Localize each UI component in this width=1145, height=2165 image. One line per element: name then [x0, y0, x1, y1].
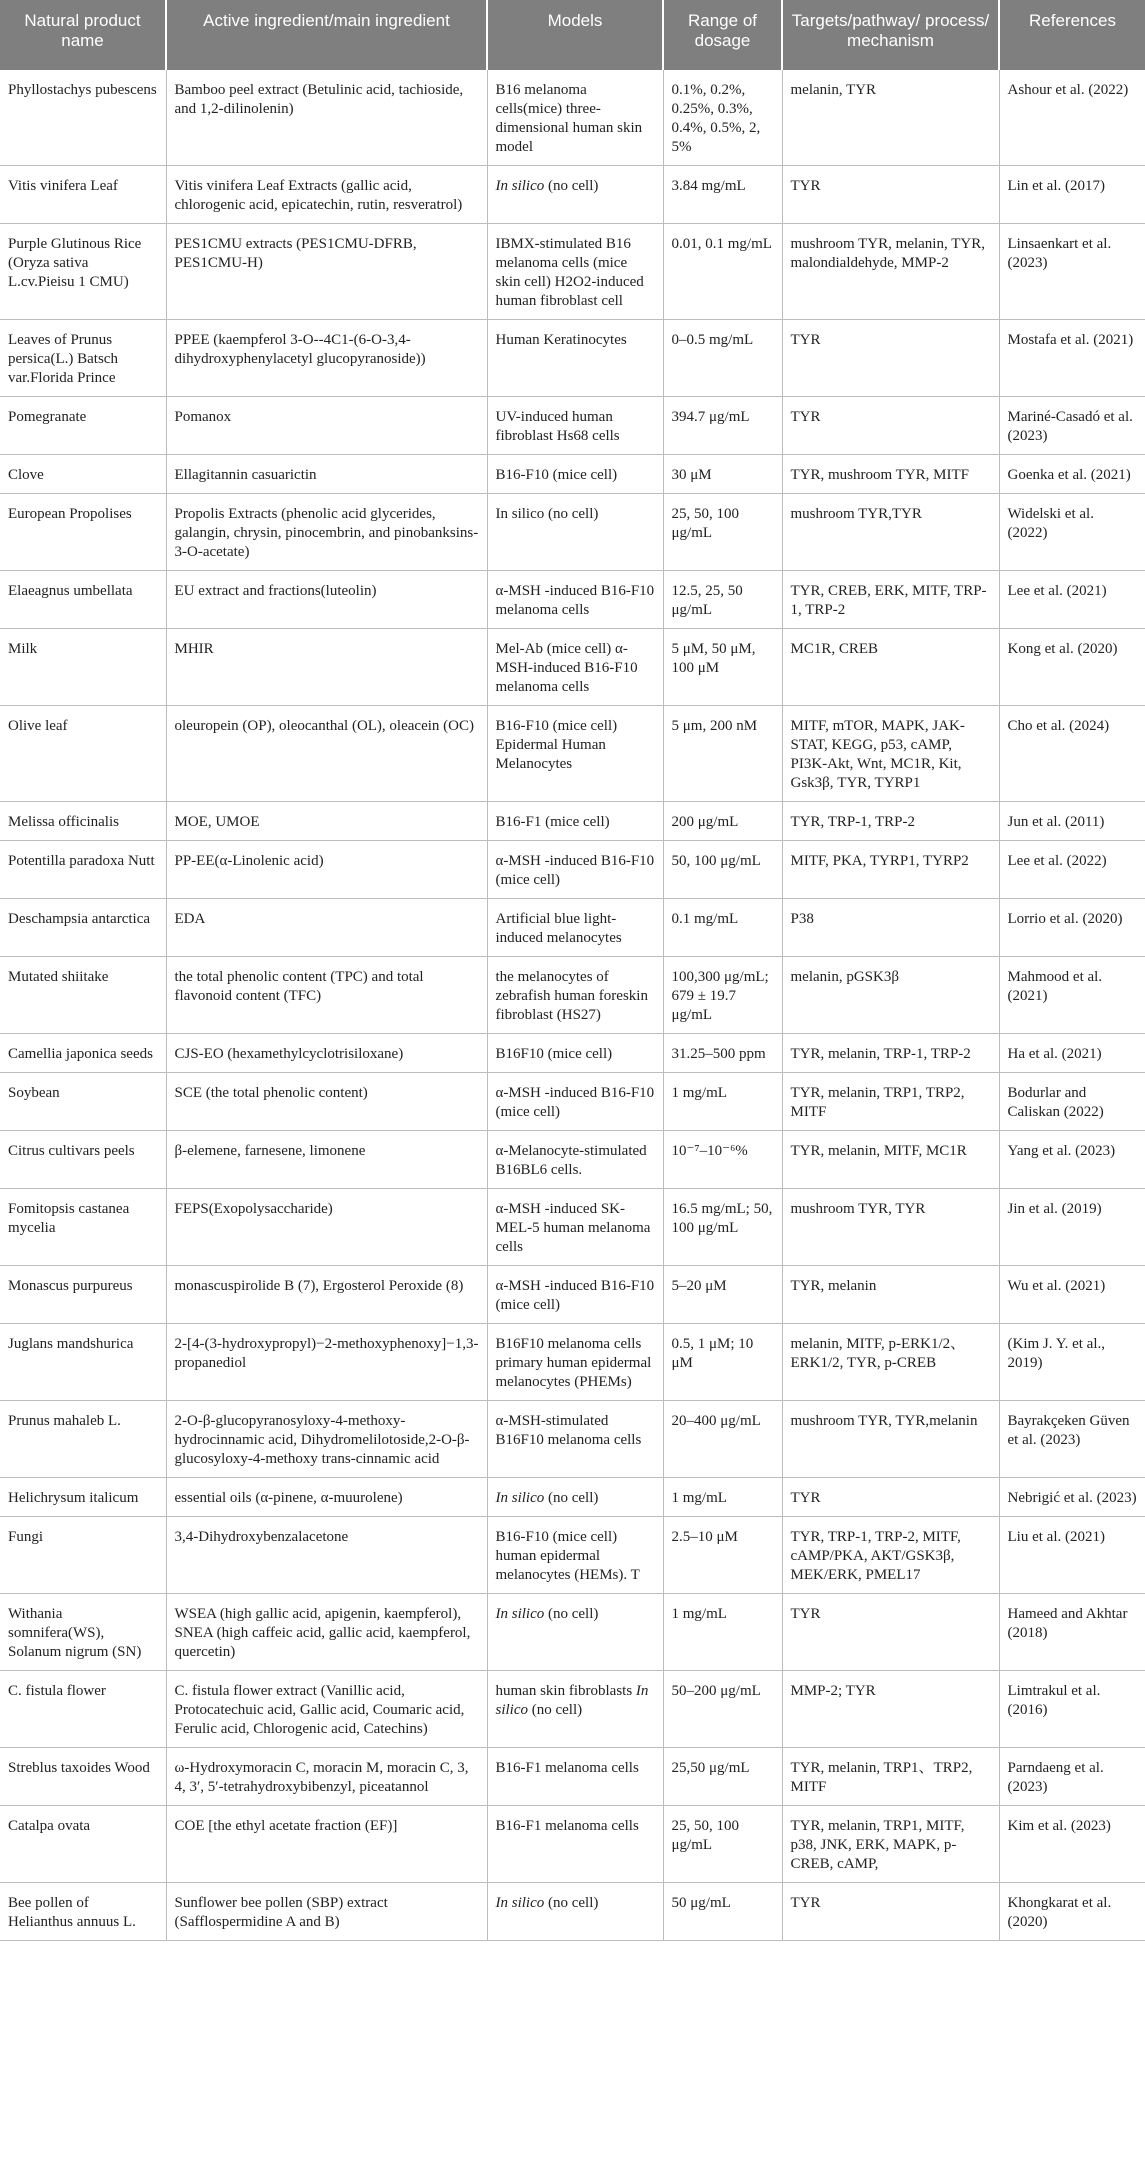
cell-natural-product: European Propolises [0, 494, 166, 571]
cell-dosage: 0–0.5 mg/mL [663, 320, 782, 397]
cell-dosage: 0.5, 1 μM; 10 μM [663, 1324, 782, 1401]
cell-dosage: 5 μM, 50 μM, 100 μM [663, 629, 782, 706]
cell-active-ingredient: PES1CMU extracts (PES1CMU-DFRB, PES1CMU-H) [166, 224, 487, 320]
cell-dosage: 0.01, 0.1 mg/mL [663, 224, 782, 320]
table-row [0, 1266, 1145, 1324]
table-row [0, 899, 1145, 957]
cell-natural-product: Olive leaf [0, 706, 166, 802]
cell-reference: Mostafa et al. (2021) [999, 320, 1145, 397]
cell-reference: Cho et al. (2024) [999, 706, 1145, 802]
cell-models: α-MSH -induced B16-F10 (mice cell) [487, 1073, 663, 1131]
cell-targets: TYR, TRP-1, TRP-2 [782, 802, 999, 841]
cell-active-ingredient: Vitis vinifera Leaf Extracts (gallic acid, chlorogenic acid, epicatechin, rutin, resveratrol) [166, 166, 487, 224]
cell-dosage: 1 mg/mL [663, 1478, 782, 1517]
table-row [0, 1806, 1145, 1883]
cell-targets: TYR [782, 1478, 999, 1517]
cell-reference: Parndaeng et al. (2023) [999, 1748, 1145, 1806]
cell-natural-product: Citrus cultivars peels [0, 1131, 166, 1189]
cell-reference: (Kim J. Y. et al., 2019) [999, 1324, 1145, 1401]
table-row [0, 957, 1145, 1034]
cell-active-ingredient: COE [the ethyl acetate fraction (EF)] [166, 1806, 487, 1883]
cell-models: α-MSH -induced B16-F10 melanoma cells [487, 571, 663, 629]
cell-natural-product: Vitis vinifera Leaf [0, 166, 166, 224]
header-targets: Targets/pathway/ process/ mechanism [782, 0, 999, 70]
cell-natural-product: Milk [0, 629, 166, 706]
cell-active-ingredient: Sunflower bee pollen (SBP) extract (Safflospermidine A and B) [166, 1883, 487, 1941]
cell-dosage: 1 mg/mL [663, 1594, 782, 1671]
cell-reference: Wu et al. (2021) [999, 1266, 1145, 1324]
cell-models: B16-F1 melanoma cells [487, 1806, 663, 1883]
cell-active-ingredient: ω-Hydroxymoracin C, moracin M, moracin C, 3, 4, 3′, 5′-tetrahydroxybibenzyl, piceatannol [166, 1748, 487, 1806]
table-row [0, 571, 1145, 629]
cell-natural-product: Soybean [0, 1073, 166, 1131]
cell-natural-product: Deschampsia antarctica [0, 899, 166, 957]
table-row [0, 1671, 1145, 1748]
cell-active-ingredient: MOE, UMOE [166, 802, 487, 841]
cell-active-ingredient: Pomanox [166, 397, 487, 455]
cell-targets: TYR, CREB, ERK, MITF, TRP-1, TRP-2 [782, 571, 999, 629]
cell-dosage: 0.1%, 0.2%, 0.25%, 0.3%, 0.4%, 0.5%, 2, 5% [663, 70, 782, 166]
cell-models: B16 melanoma cells(mice) three-dimensional human skin model [487, 70, 663, 166]
cell-active-ingredient: C. fistula flower extract (Vanillic acid, Protocatechuic acid, Gallic acid, Coumaric acid, Ferulic acid, Chlorogenic acid, Catechins) [166, 1671, 487, 1748]
cell-targets: melanin, MITF, p-ERK1/2、ERK1/2, TYR, p-CREB [782, 1324, 999, 1401]
cell-targets: mushroom TYR, TYR [782, 1189, 999, 1266]
cell-dosage: 50 μg/mL [663, 1883, 782, 1941]
header-active-ingredient: Active ingredient/main ingredient [166, 0, 487, 70]
cell-models: α-MSH -induced B16-F10 (mice cell) [487, 1266, 663, 1324]
cell-dosage: 394.7 μg/mL [663, 397, 782, 455]
cell-active-ingredient: 2-O-β-glucopyranosyloxy-4-methoxy-hydrocinnamic acid, Dihydromelilotoside,2-O-β-glucosyloxy-4-methoxy trans-cinnamic acid [166, 1401, 487, 1478]
cell-models: In silico (no cell) [487, 1478, 663, 1517]
cell-natural-product: Clove [0, 455, 166, 494]
cell-targets: TYR [782, 397, 999, 455]
cell-targets: melanin, pGSK3β [782, 957, 999, 1034]
header-models: Models [487, 0, 663, 70]
table-row [0, 494, 1145, 571]
cell-reference: Jin et al. (2019) [999, 1189, 1145, 1266]
cell-natural-product: Leaves of Prunus persica(L.) Batsch var.Florida Prince [0, 320, 166, 397]
cell-reference: Hameed and Akhtar (2018) [999, 1594, 1145, 1671]
cell-models: In silico (no cell) [487, 1883, 663, 1941]
cell-models: In silico (no cell) [487, 494, 663, 571]
cell-active-ingredient: essential oils (α-pinene, α-muurolene) [166, 1478, 487, 1517]
cell-models: B16-F10 (mice cell) [487, 455, 663, 494]
cell-active-ingredient: EDA [166, 899, 487, 957]
cell-targets: mushroom TYR, melanin, TYR, malondialdehyde, MMP-2 [782, 224, 999, 320]
cell-natural-product: Catalpa ovata [0, 1806, 166, 1883]
cell-active-ingredient: 3,4-Dihydroxybenzalacetone [166, 1517, 487, 1594]
header-references: References [999, 0, 1145, 70]
cell-dosage: 2.5–10 μM [663, 1517, 782, 1594]
cell-targets: TYR, melanin, TRP1、TRP2, MITF [782, 1748, 999, 1806]
table-row [0, 320, 1145, 397]
cell-models: Artificial blue light-induced melanocytes [487, 899, 663, 957]
table-row [0, 397, 1145, 455]
table-row [0, 224, 1145, 320]
cell-active-ingredient: Ellagitannin casuarictin [166, 455, 487, 494]
cell-models: In silico (no cell) [487, 166, 663, 224]
cell-targets: TYR, melanin, TRP-1, TRP-2 [782, 1034, 999, 1073]
cell-models: Mel-Ab (mice cell) α-MSH-induced B16-F10 melanoma cells [487, 629, 663, 706]
cell-reference: Ha et al. (2021) [999, 1034, 1145, 1073]
cell-dosage: 20–400 μg/mL [663, 1401, 782, 1478]
cell-reference: Jun et al. (2011) [999, 802, 1145, 841]
table-row [0, 1748, 1145, 1806]
cell-models: B16F10 melanoma cells primary human epidermal melanocytes (PHEMs) [487, 1324, 663, 1401]
table-row [0, 166, 1145, 224]
cell-dosage: 50, 100 μg/mL [663, 841, 782, 899]
cell-dosage: 25, 50, 100 μg/mL [663, 494, 782, 571]
cell-models: B16-F1 (mice cell) [487, 802, 663, 841]
cell-targets: TYR, melanin [782, 1266, 999, 1324]
cell-models: α-Melanocyte-stimulated B16BL6 cells. [487, 1131, 663, 1189]
cell-reference: Mahmood et al. (2021) [999, 957, 1145, 1034]
cell-reference: Ashour et al. (2022) [999, 70, 1145, 166]
cell-targets: TYR [782, 1594, 999, 1671]
cell-dosage: 50–200 μg/mL [663, 1671, 782, 1748]
cell-active-ingredient: the total phenolic content (TPC) and total flavonoid content (TFC) [166, 957, 487, 1034]
cell-dosage: 10⁻⁷–10⁻⁶% [663, 1131, 782, 1189]
cell-natural-product: Juglans mandshurica [0, 1324, 166, 1401]
cell-targets: mushroom TYR, TYR,melanin [782, 1401, 999, 1478]
table-row [0, 1189, 1145, 1266]
cell-targets: TYR [782, 1883, 999, 1941]
cell-active-ingredient: FEPS(Exopolysaccharide) [166, 1189, 487, 1266]
cell-natural-product: Fomitopsis castanea mycelia [0, 1189, 166, 1266]
cell-targets: P38 [782, 899, 999, 957]
cell-natural-product: Pomegranate [0, 397, 166, 455]
cell-models: α-MSH-stimulated B16F10 melanoma cells [487, 1401, 663, 1478]
cell-reference: Kong et al. (2020) [999, 629, 1145, 706]
cell-dosage: 25, 50, 100 μg/mL [663, 1806, 782, 1883]
header-row [0, 0, 1145, 70]
cell-models: In silico (no cell) [487, 1594, 663, 1671]
table-row [0, 1883, 1145, 1941]
cell-natural-product: Camellia japonica seeds [0, 1034, 166, 1073]
cell-reference: Nebrigić et al. (2023) [999, 1478, 1145, 1517]
cell-models: B16-F10 (mice cell) human epidermal melanocytes (HEMs). T [487, 1517, 663, 1594]
cell-active-ingredient: PP-EE(α-Linolenic acid) [166, 841, 487, 899]
cell-targets: TYR, mushroom TYR, MITF [782, 455, 999, 494]
cell-reference: Linsaenkart et al. (2023) [999, 224, 1145, 320]
cell-reference: Lee et al. (2021) [999, 571, 1145, 629]
cell-active-ingredient: MHIR [166, 629, 487, 706]
cell-natural-product: Potentilla paradoxa Nutt [0, 841, 166, 899]
cell-targets: mushroom TYR,TYR [782, 494, 999, 571]
cell-dosage: 1 mg/mL [663, 1073, 782, 1131]
cell-active-ingredient: CJS-EO (hexamethylcyclotrisiloxane) [166, 1034, 487, 1073]
cell-models: IBMX-stimulated B16 melanoma cells (mice skin cell) H2O2-induced human fibroblast cell [487, 224, 663, 320]
table-row [0, 1594, 1145, 1671]
cell-active-ingredient: EU extract and fractions(luteolin) [166, 571, 487, 629]
cell-reference: Kim et al. (2023) [999, 1806, 1145, 1883]
cell-targets: TYR [782, 320, 999, 397]
cell-natural-product: Withania somnifera(WS), Solanum nigrum (SN) [0, 1594, 166, 1671]
cell-natural-product: Mutated shiitake [0, 957, 166, 1034]
cell-natural-product: Phyllostachys pubescens [0, 70, 166, 166]
cell-models: B16-F1 melanoma cells [487, 1748, 663, 1806]
cell-reference: Khongkarat et al. (2020) [999, 1883, 1145, 1941]
table-row [0, 455, 1145, 494]
cell-targets: TYR [782, 166, 999, 224]
cell-active-ingredient: 2-[4-(3-hydroxypropyl)−2-methoxyphenoxy]−1,3-propanediol [166, 1324, 487, 1401]
cell-targets: MITF, mTOR, MAPK, JAK-STAT, KEGG, p53, cAMP, PI3K-Akt, Wnt, MC1R, Kit, Gsk3β, TYR, TYRP1 [782, 706, 999, 802]
cell-targets: MMP-2; TYR [782, 1671, 999, 1748]
cell-reference: Lee et al. (2022) [999, 841, 1145, 899]
cell-targets: TYR, melanin, MITF, MC1R [782, 1131, 999, 1189]
cell-natural-product: Monascus purpureus [0, 1266, 166, 1324]
cell-natural-product: C. fistula flower [0, 1671, 166, 1748]
cell-reference: Mariné-Casadó et al. (2023) [999, 397, 1145, 455]
header-range-of-dosage: Range of dosage [663, 0, 782, 70]
cell-natural-product: Melissa officinalis [0, 802, 166, 841]
cell-targets: melanin, TYR [782, 70, 999, 166]
table-row [0, 1131, 1145, 1189]
cell-reference: Goenka et al. (2021) [999, 455, 1145, 494]
table-row [0, 1324, 1145, 1401]
cell-targets: TYR, TRP-1, TRP-2, MITF, cAMP/PKA, AKT/GSK3β, MEK/ERK, PMEL17 [782, 1517, 999, 1594]
cell-targets: TYR, melanin, TRP1, TRP2, MITF [782, 1073, 999, 1131]
table-row [0, 1073, 1145, 1131]
table-row [0, 1478, 1145, 1517]
cell-dosage: 5 μm, 200 nM [663, 706, 782, 802]
cell-dosage: 5–20 μM [663, 1266, 782, 1324]
cell-reference: Lorrio et al. (2020) [999, 899, 1145, 957]
cell-natural-product: Fungi [0, 1517, 166, 1594]
cell-targets: MITF, PKA, TYRP1, TYRP2 [782, 841, 999, 899]
cell-active-ingredient: Propolis Extracts (phenolic acid glycerides, galangin, chrysin, pinocembrin, and pinobanksins-3-O-acetate) [166, 494, 487, 571]
cell-active-ingredient: SCE (the total phenolic content) [166, 1073, 487, 1131]
cell-active-ingredient: PPEE (kaempferol 3-O--4C1-(6-O-3,4-dihydroxyphenylacetyl glucopyranoside)) [166, 320, 487, 397]
cell-natural-product: Helichrysum italicum [0, 1478, 166, 1517]
cell-natural-product: Bee pollen of Helianthus annuus L. [0, 1883, 166, 1941]
table-row [0, 706, 1145, 802]
cell-reference: Yang et al. (2023) [999, 1131, 1145, 1189]
cell-natural-product: Elaeagnus umbellata [0, 571, 166, 629]
cell-active-ingredient: oleuropein (OP), oleocanthal (OL), oleacein (OC) [166, 706, 487, 802]
header-natural-product-name: Natural product name [0, 0, 166, 70]
cell-reference: Limtrakul et al. (2016) [999, 1671, 1145, 1748]
cell-dosage: 200 μg/mL [663, 802, 782, 841]
cell-dosage: 16.5 mg/mL; 50, 100 μg/mL [663, 1189, 782, 1266]
cell-dosage: 0.1 mg/mL [663, 899, 782, 957]
cell-reference: Bodurlar and Caliskan (2022) [999, 1073, 1145, 1131]
cell-reference: Lin et al. (2017) [999, 166, 1145, 224]
cell-natural-product: Purple Glutinous Rice (Oryza sativa L.cv.Pieisu 1 CMU) [0, 224, 166, 320]
cell-reference: Liu et al. (2021) [999, 1517, 1145, 1594]
cell-natural-product: Prunus mahaleb L. [0, 1401, 166, 1478]
cell-reference: Bayrakçeken Güven et al. (2023) [999, 1401, 1145, 1478]
cell-active-ingredient: monascuspirolide B (7), Ergosterol Peroxide (8) [166, 1266, 487, 1324]
cell-dosage: 3.84 mg/mL [663, 166, 782, 224]
cell-dosage: 31.25–500 ppm [663, 1034, 782, 1073]
cell-models: B16-F10 (mice cell) Epidermal Human Melanocytes [487, 706, 663, 802]
table-row [0, 629, 1145, 706]
cell-targets: MC1R, CREB [782, 629, 999, 706]
table-row [0, 1517, 1145, 1594]
cell-targets: TYR, melanin, TRP1, MITF, p38, JNK, ERK, MAPK, p-CREB, cAMP, [782, 1806, 999, 1883]
cell-active-ingredient: β-elemene, farnesene, limonene [166, 1131, 487, 1189]
cell-models: B16F10 (mice cell) [487, 1034, 663, 1073]
cell-models: Human Keratinocytes [487, 320, 663, 397]
table-row [0, 802, 1145, 841]
cell-models: human skin fibroblasts In silico (no cell) [487, 1671, 663, 1748]
cell-reference: Widelski et al. (2022) [999, 494, 1145, 571]
cell-models: α-MSH -induced B16-F10 (mice cell) [487, 841, 663, 899]
table-row [0, 1034, 1145, 1073]
cell-active-ingredient: WSEA (high gallic acid, apigenin, kaempferol), SNEA (high caffeic acid, gallic acid, kaempferol, quercetin) [166, 1594, 487, 1671]
cell-dosage: 25,50 μg/mL [663, 1748, 782, 1806]
cell-models: UV-induced human fibroblast Hs68 cells [487, 397, 663, 455]
table-body [0, 70, 1145, 1941]
cell-natural-product: Streblus taxoides Wood [0, 1748, 166, 1806]
cell-dosage: 12.5, 25, 50 μg/mL [663, 571, 782, 629]
table-row [0, 70, 1145, 166]
cell-dosage: 100,300 μg/mL; 679 ± 19.7 μg/mL [663, 957, 782, 1034]
cell-dosage: 30 μM [663, 455, 782, 494]
table-row [0, 1401, 1145, 1478]
cell-active-ingredient: Bamboo peel extract (Betulinic acid, tachioside, and 1,2-dilinolenin) [166, 70, 487, 166]
table-row [0, 841, 1145, 899]
cell-models: α-MSH -induced SK-MEL-5 human melanoma cells [487, 1189, 663, 1266]
cell-models: the melanocytes of zebrafish human foreskin fibroblast (HS27) [487, 957, 663, 1034]
